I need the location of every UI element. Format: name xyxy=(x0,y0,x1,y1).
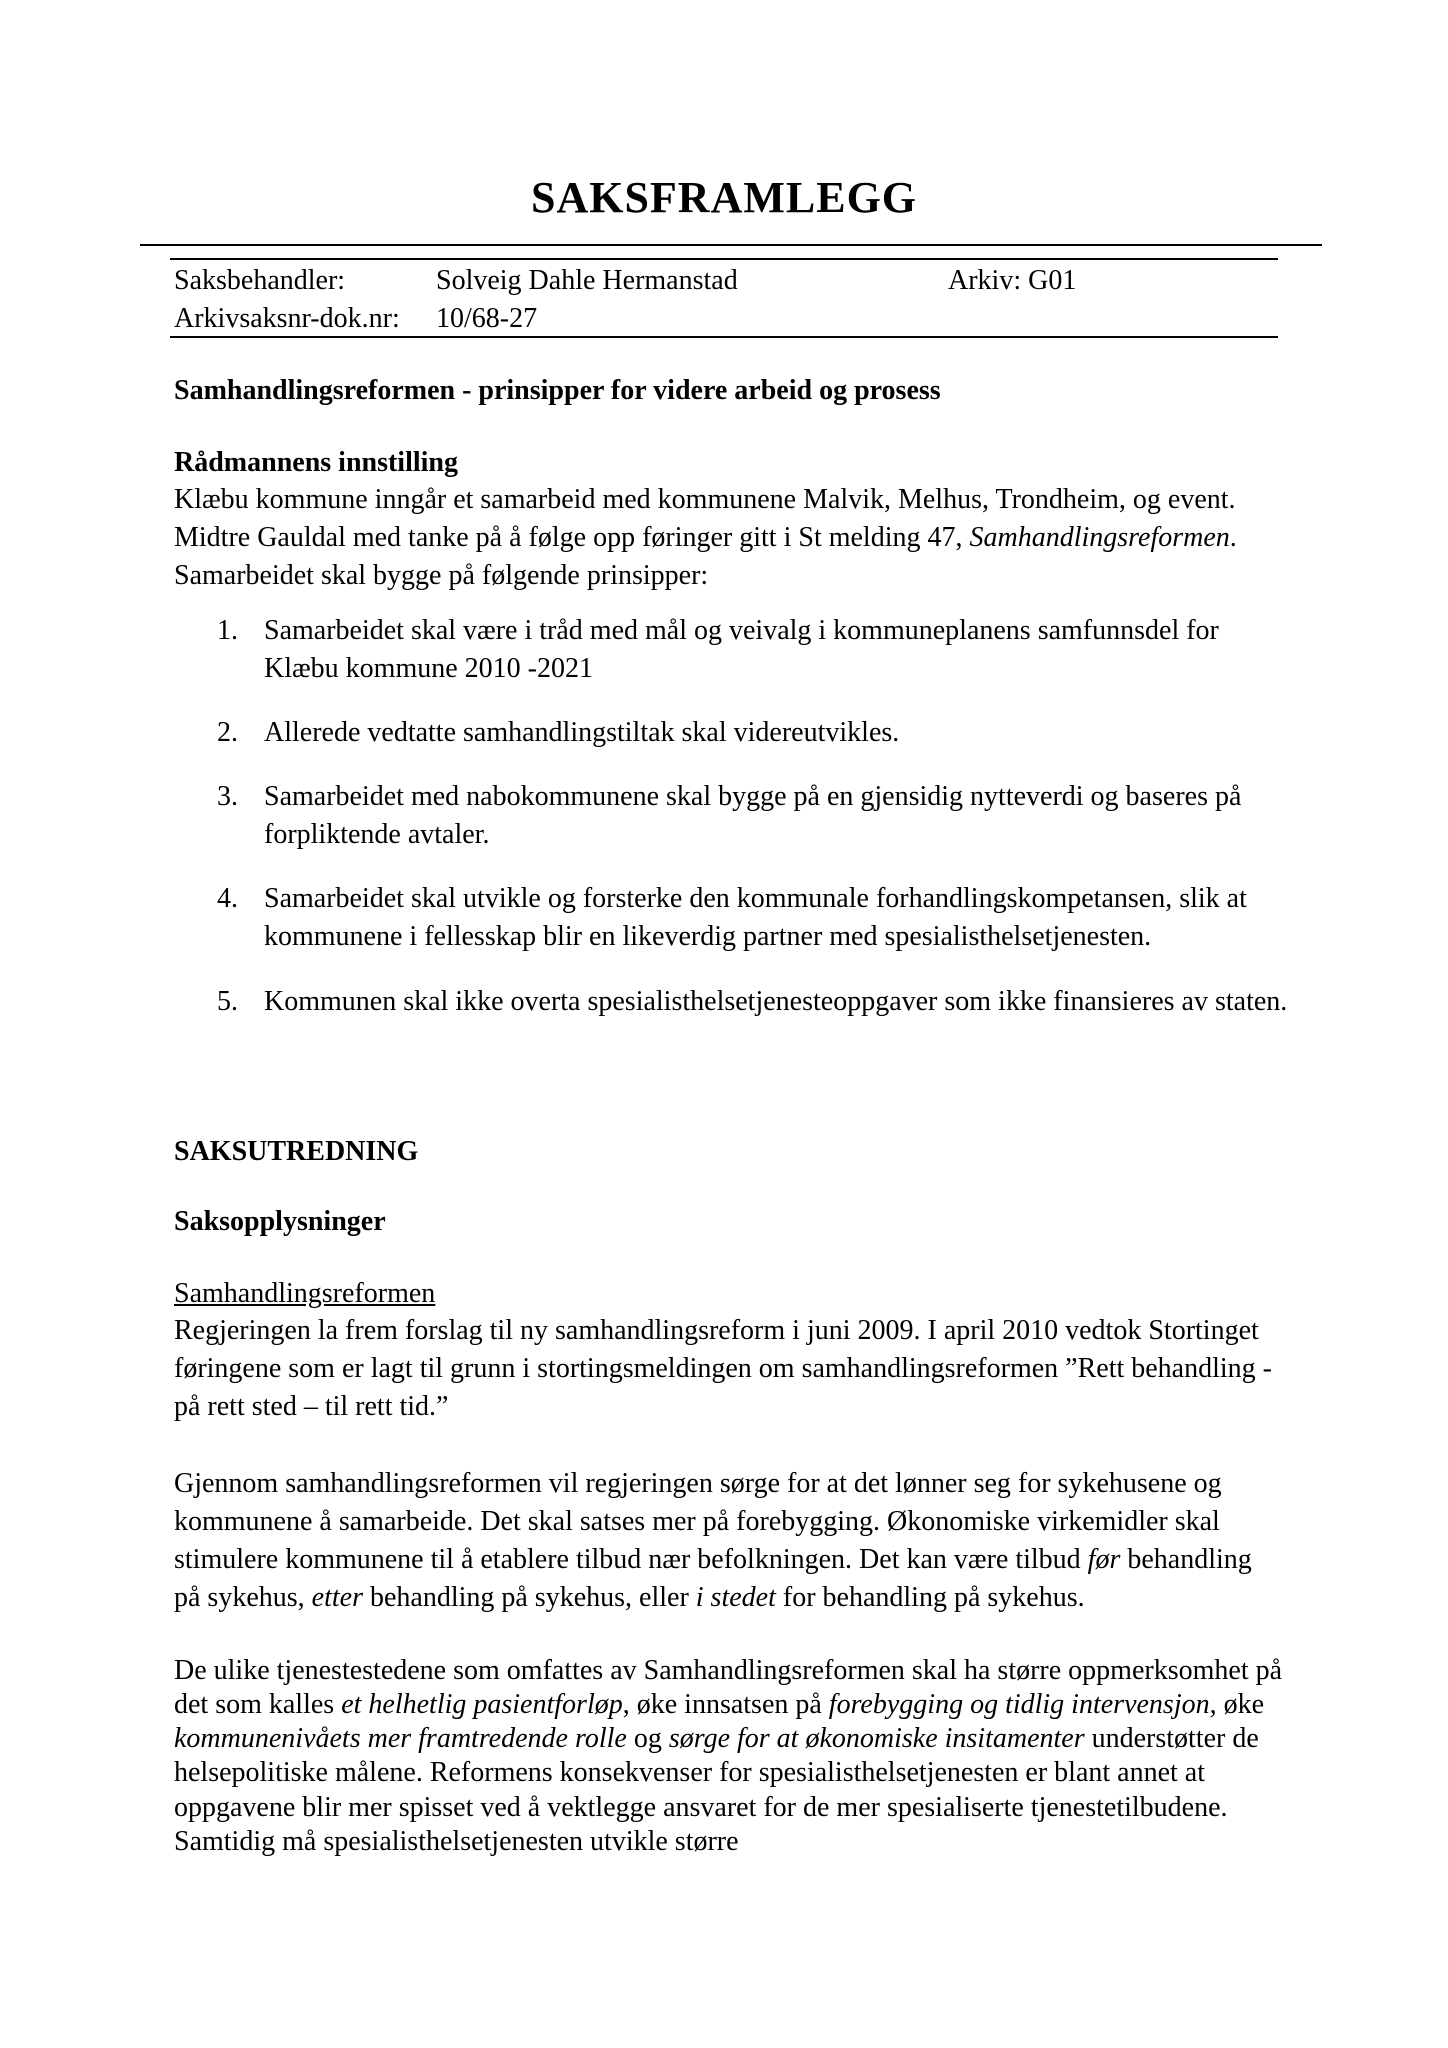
arkivsaksnr-label: Arkivsaksnr-dok.nr: xyxy=(174,303,400,334)
reform-paragraph-3 xyxy=(174,1654,1284,1859)
p3-text-c: , øke innsatsen på xyxy=(622,1689,829,1721)
p2-text-g: for behandling på sykehus. xyxy=(775,1582,1085,1614)
list-item-text: Kommunen skal ikke overta spesialisthelsetjenesteoppgaver som ikke finansieres av staten. xyxy=(264,985,1288,1017)
list-item-text: Samarbeidet skal utvikle og forsterke den kommunale forhandlingskompetansen, slik at kommunene i fellesskap blir en likeverdig partner med spesialisthelsetjenesten. xyxy=(264,883,1247,953)
list-item-number: 3. xyxy=(217,781,238,813)
p3-italic-h: sørge for at økonomiske insitamenter xyxy=(668,1723,1085,1755)
p3-text-e: , øke xyxy=(1209,1689,1265,1721)
reform-paragraph-2 xyxy=(174,1465,1284,1617)
title-rule xyxy=(140,244,1322,246)
document-title: SAKSFRAMLEGG xyxy=(530,173,918,222)
meta-bottom-rule xyxy=(170,336,1278,338)
reform-heading: Samhandlingsreformen xyxy=(174,1278,436,1309)
p2-italic-f: i stedet xyxy=(695,1582,776,1614)
p3-text-g: og xyxy=(626,1723,669,1755)
saksutredning-heading: SAKSUTREDNING xyxy=(174,1136,419,1167)
p3-text-a: De ulike tjenestestedene som omfattes av Samhandlingsreformen skal ha større oppmerksomhet på det som kalles xyxy=(174,1655,1283,1721)
case-metadata xyxy=(174,262,1274,338)
saksopplysninger-heading: Saksopplysninger xyxy=(174,1206,386,1237)
p3-italic-f: kommunenivåets mer framtredende rolle xyxy=(174,1723,627,1755)
p3-italic-d: forebygging og tidlig intervensjon xyxy=(828,1689,1210,1721)
saksbehandler-value: Solveig Dahle Hermanstad xyxy=(436,265,738,296)
list-item-text: Samarbeidet med nabokommunene skal bygge på en gjensidig nytteverdi og baseres på forpliktende avtaler. xyxy=(264,781,1242,851)
list-item-text: Samarbeidet skal være i tråd med mål og veivalg i kommuneplanens samfunnsdel for Klæbu kommune 2010 -2021 xyxy=(264,615,1219,685)
meta-top-rule xyxy=(170,258,1278,260)
p2-text-e: behandling på sykehus, eller xyxy=(362,1582,696,1614)
meta-row-arkivsaksnr xyxy=(174,300,1274,338)
meta-row-saksbehandler xyxy=(174,262,1274,300)
p3-text-i: understøtter de helsepolitiske målene. Reformens konsekvenser for spesialisthelsetjenesten er blant annet at oppgavene blir mer spisset ved å vektlegge ansvaret for de mer spesialiserte tjenestetilbudene. Samtidig må spesialisthelsetjenesten utvikle større xyxy=(174,1723,1259,1857)
p3-italic-b: et helhetlig pasientforløp xyxy=(341,1689,623,1721)
list-item-number: 1. xyxy=(217,615,238,646)
recommendation-heading: Rådmannens innstilling xyxy=(174,447,458,478)
list-item-number: 2. xyxy=(217,717,238,749)
saksbehandler-label: Saksbehandler: xyxy=(174,265,346,296)
recommendation-intro-italic: Samhandlingsreformen xyxy=(969,522,1230,554)
recommendation-intro xyxy=(174,481,1284,595)
recommendation-intro-text: Klæbu kommune inngår et samarbeid med kommunene Malvik, Melhus, Trondheim, og event. Midtre Gauldal med tanke på å følge opp føringer gitt i St melding 47, xyxy=(174,484,1236,554)
list-item xyxy=(174,612,1294,688)
arkiv-value: Arkiv: G01 xyxy=(948,265,1077,296)
p2-text-c: behandling på sykehus, xyxy=(174,1544,1252,1614)
list-item xyxy=(174,778,1294,854)
list-item xyxy=(174,983,1294,1021)
case-subject: Samhandlingsreformen - prinsipper for videre arbeid og prosess xyxy=(174,375,941,406)
list-item xyxy=(174,880,1294,956)
reform-paragraph-1: Regjeringen la frem forslag til ny samhandlingsreform i juni 2009. I april 2010 vedtok Stortinget føringene som er lagt til grunn i stortingsmeldingen om samhandlingsreformen ”Rett behandling - på rett sted – til rett tid.” xyxy=(174,1315,1272,1423)
principles-list xyxy=(174,612,1294,1047)
p2-italic-b: før xyxy=(1087,1544,1121,1576)
list-item-number: 5. xyxy=(217,985,238,1017)
p2-italic-d: etter xyxy=(311,1582,363,1614)
list-item xyxy=(174,714,1294,752)
arkivsaksnr-value: 10/68-27 xyxy=(436,303,538,334)
recommendation-intro-text-end: . Samarbeidet skal bygge på følgende prinsipper: xyxy=(174,522,1237,592)
p2-text-a: Gjennom samhandlingsreformen vil regjeringen sørge for at det lønner seg for sykehusene og kommunene å samarbeide. Det skal satses mer på forebygging. Økonomiske virkemidler skal stimulere kommunene til å etablere tilbud nær befolkningen. Det kan være tilbud xyxy=(174,1468,1222,1576)
list-item-number: 4. xyxy=(217,883,238,915)
list-item-text: Allerede vedtatte samhandlingstiltak skal videreutvikles. xyxy=(264,717,900,749)
